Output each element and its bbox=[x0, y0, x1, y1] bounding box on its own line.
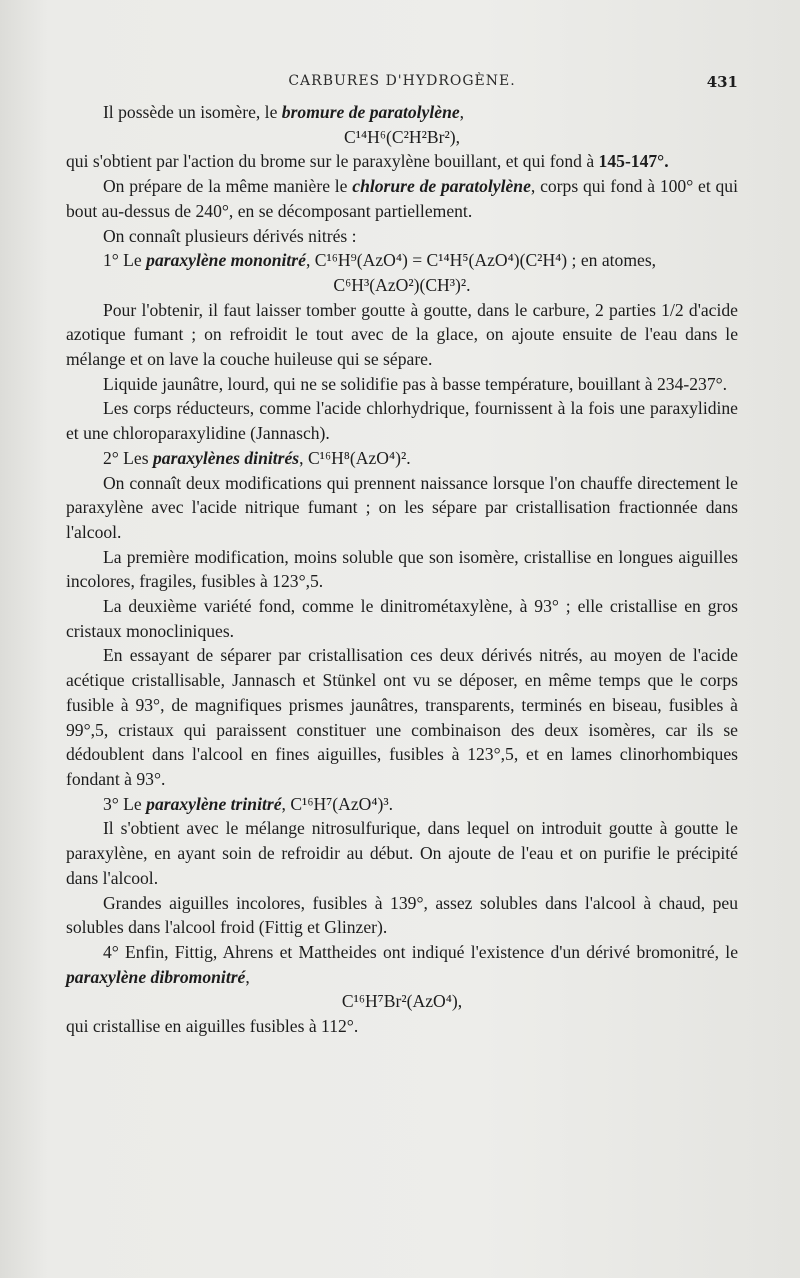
italic-term: chlorure de paratolylène bbox=[352, 176, 531, 197]
formula-f2 bbox=[66, 273, 738, 298]
formula-f1 bbox=[66, 125, 738, 150]
text-run: 2° Les bbox=[102, 447, 153, 468]
paragraph-p16 bbox=[66, 891, 738, 940]
text-run: C⁶H³(AzO²)(CH³)². bbox=[333, 274, 471, 295]
paragraph-p11 bbox=[66, 545, 738, 594]
paragraph-p9 bbox=[66, 446, 738, 471]
italic-term: paraxylène mononitré bbox=[146, 250, 306, 271]
italic-term: paraxylène dibromonitré bbox=[66, 966, 246, 987]
text-run: La deuxième variété fond, comme le dinitrométaxylène, à 93° ; elle cristallise en gros cristaux monocliniques. bbox=[66, 596, 738, 641]
text-run: , C¹⁶H⁸(AzO⁴)². bbox=[299, 447, 411, 468]
running-head: CARBURES D'HYDROGÈNE. bbox=[288, 73, 516, 89]
paragraph-p17 bbox=[66, 940, 738, 989]
text-run: 4° Enfin, Fittig, Ahrens et Mattheides ont indiqué l'existence d'un dérivé bromonitré, le bbox=[102, 941, 738, 962]
text-run: 1° Le bbox=[102, 250, 147, 271]
paragraph-p8 bbox=[66, 396, 738, 445]
paragraph-p13 bbox=[66, 643, 738, 791]
text-run: C¹⁶H⁷Br²(AzO⁴), bbox=[341, 991, 463, 1012]
paragraph-p10 bbox=[66, 471, 738, 545]
text-run: , bbox=[245, 966, 250, 987]
paragraph-p12 bbox=[66, 594, 738, 643]
text-run: En essayant de séparer par cristallisation ces deux dérivés nitrés, au moyen de l'acide acétique cristallisable, Jannasch et Stünkel ont vu se déposer, en même temps que le corps fusible à 93°, de magnifiques prismes jaunâtres, transparents, terminés en biseau, fusibles à 99°,5, cristaux qui paraissent constituer une combinaison des deux isomères, car ils se dédoublent dans l'alcool en fines aiguilles, fusibles à 123°,5, et en lames clinorhombiques fondant à 93°. bbox=[66, 645, 738, 789]
paragraph-p6 bbox=[66, 298, 738, 372]
italic-term: paraxylène trinitré bbox=[146, 793, 282, 814]
paragraph-p5 bbox=[66, 248, 738, 273]
text-run: La première modification, moins soluble que son isomère, cristallise en longues aiguilles incolores, fragiles, fusibles à 123°,5. bbox=[66, 546, 738, 592]
text-run: Il s'obtient avec le mélange nitrosulfurique, dans lequel on introduit goutte à goutte le paraxylène, en ayant soin de refroidir au début. On ajoute de l'eau et on purifie le précipité dans l'alcool. bbox=[66, 818, 738, 888]
text-run: Les corps réducteurs, comme l'acide chlorhydrique, fournissent à la fois une paraxylidine et une chloroparaxylidine (Jannasch). bbox=[66, 398, 738, 444]
text-run: Liquide jaunâtre, lourd, qui ne se solidifie pas à basse température, bouillant à 234-237°. bbox=[102, 373, 728, 394]
text-run: C¹⁴H⁶(C²H²Br²), bbox=[344, 126, 460, 147]
italic-term: paraxylènes dinitrés bbox=[153, 447, 300, 468]
text-run: qui cristallise en aiguilles fusibles à 112°. bbox=[66, 1016, 359, 1037]
paragraph-p7 bbox=[66, 372, 738, 397]
text-run: Grandes aiguilles incolores, fusibles à 139°, assez solubles dans l'alcool à chaud, peu solubles dans l'alcool froid (Fittig et Glinzer). bbox=[66, 892, 738, 938]
text-run: On connaît deux modifications qui prennent naissance lorsque l'on chauffe directement le paraxylène avec l'acide nitrique fumant ; on les sépare par cristallisation fractionnée dans l'alcool. bbox=[66, 472, 738, 542]
text-run: 3° Le bbox=[102, 793, 147, 814]
paragraph-p1 bbox=[66, 100, 738, 125]
text-run: , corps qui fond à 100° et qui bout au-dessus de 240°, en se décomposant partiellement. bbox=[66, 176, 738, 221]
paragraph-p15 bbox=[66, 816, 738, 890]
paragraph-p3 bbox=[66, 174, 738, 223]
paragraph-p2 bbox=[66, 149, 738, 174]
text-run: Pour l'obtenir, il faut laisser tomber goutte à goutte, dans le carbure, 2 parties 1/2 d'acide azotique fumant ; on refroidit le tout avec de la glace, on ajoute ensuite de l'eau dans le mélange et on lave la couche huileuse qui se sépare. bbox=[66, 299, 738, 370]
text-run: qui s'obtient par l'action du brome sur le paraxylène bouillant, et qui fond à bbox=[66, 151, 599, 172]
page-number: 431 bbox=[706, 73, 738, 91]
bold-text: 145-147°. bbox=[598, 151, 669, 172]
paragraph-p14 bbox=[66, 792, 738, 817]
italic-term: bromure de paratolylène bbox=[281, 102, 460, 122]
text-run: , C¹⁶H⁹(AzO⁴) = C¹⁴H⁵(AzO⁴)(C²H⁴) ; en atomes, bbox=[305, 250, 657, 271]
page-body bbox=[66, 100, 738, 1039]
page-header bbox=[66, 73, 738, 95]
text-run: On prépare de la même manière le bbox=[102, 176, 353, 197]
formula-f3 bbox=[66, 989, 738, 1014]
text-run: On connaît plusieurs dérivés nitrés : bbox=[102, 225, 357, 246]
paragraph-p4 bbox=[66, 224, 738, 249]
text-run: , C¹⁶H⁷(AzO⁴)³. bbox=[281, 793, 394, 814]
paragraph-p18 bbox=[66, 1014, 738, 1039]
text-run: , bbox=[459, 102, 465, 122]
text-run: Il possède un isomère, le bbox=[102, 102, 282, 122]
